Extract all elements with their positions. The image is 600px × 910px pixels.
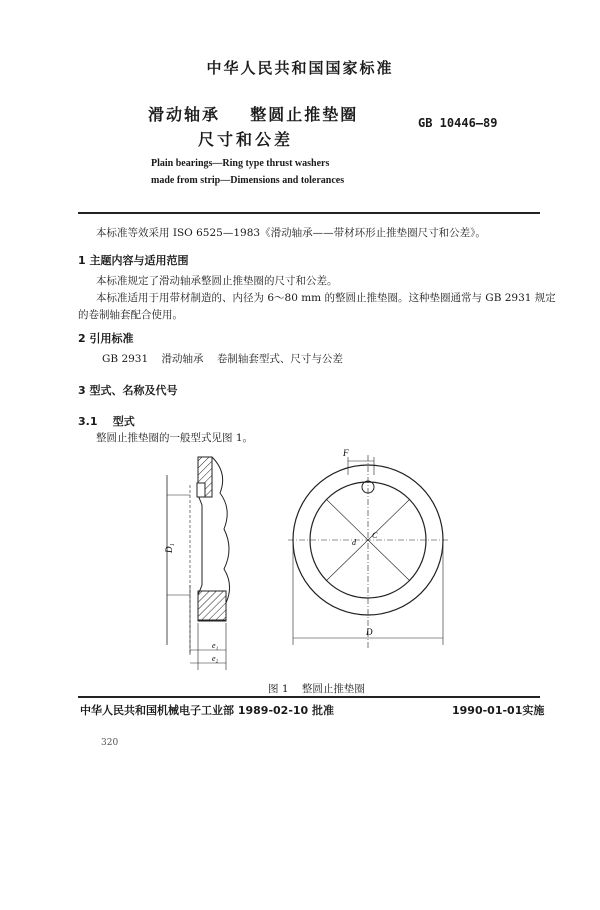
approval-info: 中华人民共和国机械电子工业部 1989-02-10 批准	[80, 704, 335, 717]
implementation-date: 1990-01-01实施	[452, 704, 545, 717]
section-2-reference: GB 2931 滑动轴承 卷制轴套型式、尺寸与公差	[102, 353, 343, 365]
label-C: C	[372, 531, 378, 540]
section-1-heading: 1 主题内容与适用范围	[78, 254, 189, 267]
label-D1: D₁	[164, 543, 174, 553]
figure-1-caption: 图 1 整圆止推垫圈	[268, 683, 365, 695]
section-2-heading: 2 引用标准	[78, 332, 134, 345]
standard-title-en-line2: made from strip—Dimensions and tolerances	[151, 175, 345, 186]
section-1-para-1: 本标准规定了滑动轴承整圆止推垫圈的尺寸和公差。	[96, 275, 338, 287]
label-D: D	[366, 627, 373, 637]
hatched-section-bottom	[198, 591, 226, 621]
standard-title-cn-line2: 尺寸和公差	[198, 130, 294, 149]
label-e1: e₁	[212, 641, 219, 650]
front-view	[288, 448, 448, 650]
footer-divider	[78, 696, 540, 698]
label-d: d	[352, 538, 356, 547]
page-number: 320	[101, 738, 119, 748]
title-divider	[78, 212, 540, 214]
label-e2: e₂	[212, 654, 219, 663]
figure-1-drawing	[150, 445, 460, 677]
section-view	[164, 457, 230, 670]
standard-title-en-line1: Plain bearings—Ring type thrust washers	[151, 158, 330, 169]
label-F: F	[343, 448, 349, 458]
section-3-1-para: 整圆止推垫圈的一般型式见图 1。	[96, 432, 254, 444]
standard-code: GB 10446—89	[418, 116, 498, 130]
section-3-heading: 3 型式、名称及代号	[78, 384, 178, 397]
section-3-1-heading: 3.1 型式	[78, 415, 135, 428]
section-1-para-3: 的卷制轴套配合使用。	[78, 309, 183, 321]
intro-paragraph: 本标准等效采用 ISO 6525—1983《滑动轴承——带材环形止推垫圈尺寸和公差》。	[96, 227, 486, 239]
issuing-country-header: 中华人民共和国国家标准	[206, 59, 394, 77]
standard-title-cn-line1: 滑动轴承 整圆止推垫圈	[148, 105, 359, 124]
oil-hole-section	[197, 483, 205, 497]
section-1-para-2: 本标准适用于用带材制造的、内径为 6～80 mm 的整圆止推垫圈。这种垫圈通常与 GB 2931 规定	[96, 292, 556, 304]
